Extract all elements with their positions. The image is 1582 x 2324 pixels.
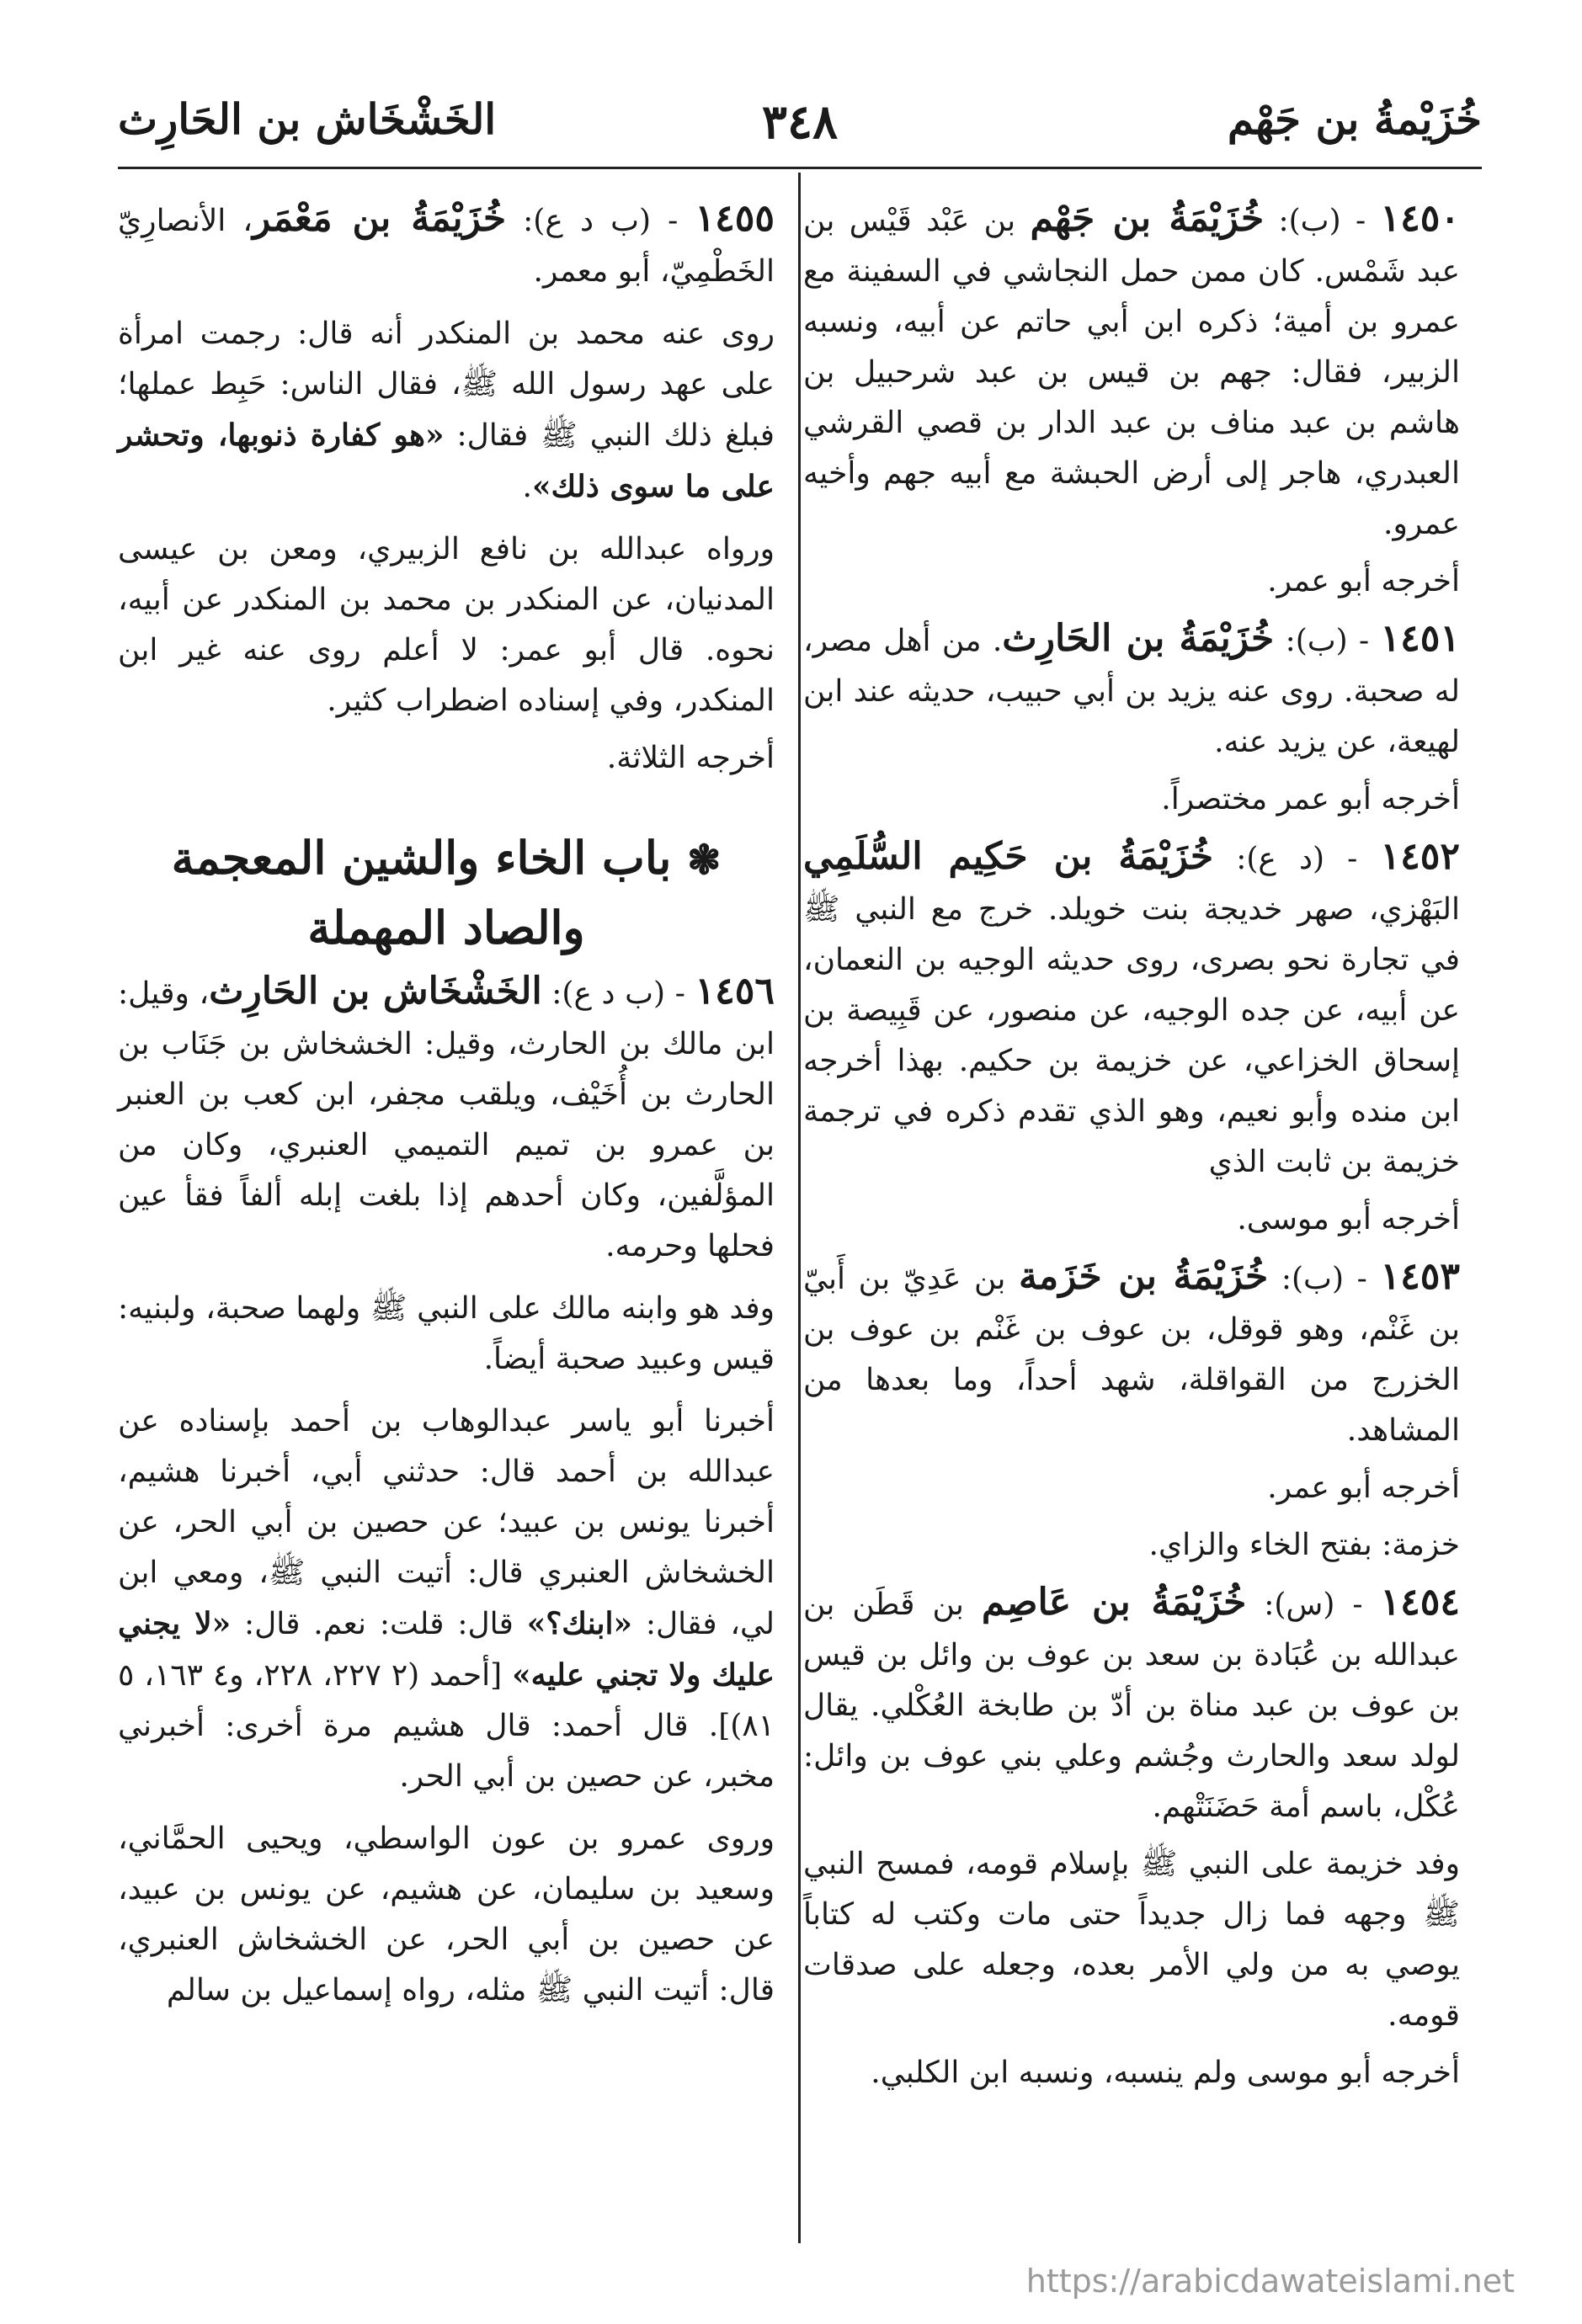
entry-name: خُزَيْمَةُ بن جَهْم: [1030, 197, 1265, 240]
entry-number: ١٤٥٦: [695, 970, 775, 1013]
header-divider: [118, 167, 1482, 169]
entry-1456: [118, 966, 775, 1272]
source-note: أخرجه أبو موسى ولم ينسبه، ونسبه ابن الكلبي.: [871, 2055, 1460, 2090]
page-header: [118, 94, 1482, 162]
entry-code: - (ب د ع):: [541, 976, 695, 1011]
entry-text: بن عَدِيّ بن أَبيّ بن غَنْم، وهو قوقل، بن عوف بن غَنْم بن عوف بن الخزرج من القواقلة، شهد أحداً، وما بعدها من المشاهد.: [803, 1262, 1460, 1448]
paragraph: وروى عمرو بن عون الواسطي، ويحيى الحمَّاني، وسعيد بن سليمان، عن هشيم، عن يونس بن عبيد، عن حصين بن أبي الحر، عن الخشخاش العنبري، قال: أتيت النبي ﷺ مثله، رواه إسماعيل بن سالم: [118, 1821, 775, 2008]
entry-name: خُزَيْمَةُ بن عَاصِم: [981, 1581, 1247, 1624]
source-note: أخرجه أبو موسى.: [1237, 1202, 1460, 1236]
entry-1453: [803, 1252, 1460, 1456]
entry-1454: [803, 1577, 1460, 1832]
entry-number: ١٤٥٠: [1380, 197, 1460, 240]
entry-code: - (د ع):: [1213, 842, 1381, 876]
text: [أحمد (٢ ٢٢٧، ٢٢٨، و٤ ١٦٣، ٥ ٨١)]. قال أحمد: قال هشيم مرة أخرى: أخبرني مخبر، عن حصين بن أبي الحر.: [118, 1658, 775, 1794]
page-number: ٣٤٨: [761, 94, 839, 150]
source-note: أخرجه أبو عمر مختصراً.: [1161, 782, 1460, 816]
entry-number: ١٤٥١: [1380, 617, 1460, 660]
paragraph: ورواه عبدالله بن نافع الزبيري، ومعن بن عيسى المدنيان، عن المنكدر بن محمد بن المنكدر عن أبيه، نحوه. قال أبو عمر: لا أعلم روى عنه غير ابن المنكدر، وفي إسناده اضطراب كثير.: [118, 532, 775, 718]
paragraph: [118, 309, 775, 513]
source-note: أخرجه أبو عمر.: [1267, 564, 1460, 598]
entry-number: ١٤٥٣: [1380, 1255, 1460, 1298]
source-note: أخرجه أبو عمر.: [1267, 1470, 1460, 1505]
entry-code: - (ب):: [1274, 624, 1381, 658]
text: روى عنه محمد بن المنكدر أنه قال: رجمت امرأة على عهد رسول الله ﷺ، فقال الناس: حَبِط عملها؛ فبلغ ذلك النبي ﷺ فقال:: [118, 316, 775, 453]
entry-number: ١٤٥٢: [1380, 835, 1460, 878]
column-divider: [798, 173, 801, 2243]
paragraph: وفد خزيمة على النبي ﷺ بإسلام قومه، فمسح النبي ﷺ وجهه فما زال جديداً حتى مات وكتب له كتاباً يوصي به من ولي الأمر بعده، وجعله على صدقات قومه.: [803, 1847, 1460, 2033]
entry-text: بن قَطَن بن عبدالله بن عُبَادة بن سعد بن عوف بن وائل بن قيس بن عوف بن عبد مناة بن أدّ بن طابخة العُكْلي. يقال لولد سعد والحارث وجُشم وعلي بني عوف بن وائل: عُكْل، باسم أمة حَضَنَتْهم.: [803, 1587, 1460, 1824]
section-heading: [118, 824, 775, 961]
entry-name: خُزَيْمَةُ بن خَزَمة: [1019, 1255, 1269, 1298]
entry-number: ١٤٥٥: [695, 197, 775, 240]
entry-name: الخَشْخَاش بن الحَارِث: [209, 970, 542, 1013]
entry-text: . من أهل مصر، له صحبة. روى عنه يزيد بن أبي حبيب، حديثه عند ابن لهيعة، عن يزيد عنه.: [803, 624, 1460, 759]
entry-code: - (ب د ع):: [506, 204, 695, 238]
entry-name: خُزَيْمَةُ بن حَكِيم السُّلَمِي: [803, 835, 1214, 878]
entry-1452: [803, 832, 1460, 1188]
entry-1451: [803, 614, 1460, 768]
website-watermark: https://arabicdawateislami.net: [1025, 2263, 1515, 2300]
entry-1450: [803, 194, 1460, 550]
section-title-line-1: باب الخاء والشين المعجمة: [171, 831, 672, 885]
entry-code: - (ب):: [1268, 1262, 1381, 1296]
running-title-left: الخَشْخَاش بن الحَارِث: [118, 94, 497, 144]
entry-1455: [118, 194, 775, 297]
right-column: [803, 194, 1460, 2105]
text: .: [522, 470, 532, 504]
paragraph: وفد هو وابنه مالك على النبي ﷺ ولهما صحبة، ولبنيه: قيس وعبيد صحبة أيضاً.: [118, 1291, 775, 1376]
hadith-quote: «لا يجني عليك ولا تجني عليه»: [118, 1606, 775, 1693]
entry-text: بن عَبْد قَيْس بن عبد شَمْس. كان ممن حمل النجاشي في السفينة مع عمرو بن أمية؛ ذكره ابن أبي حاتم عن أبيه، ونسبه الزبير، فقال: جهم بن قيس بن عبد شرحبيل بن هاشم بن عبد مناف بن عبد الدار بن قصي القرشي العبدري، هاجر إلى أرض الحبشة مع أبيه جهم وأخيه عمرو.: [803, 204, 1460, 541]
left-column: [118, 194, 775, 2023]
entry-text: ، الأنصارِيّ الخَطْمِيّ، أبو معمر.: [118, 204, 775, 289]
entry-code: - (س):: [1246, 1587, 1381, 1622]
entry-text: البَهْزي، صهر خديجة بنت خويلد. خرج مع النبي ﷺ في تجارة نحو بصرى، روى حديثه الوجيه بن النعمان، عن أبيه، عن جده الوجيه، عن منصور، عن قَبِيصة بن إسحاق الخزاعي، عن خزيمة بن حكيم. بهذا أخرجه ابن منده وأبو نعيم، وهو الذي تقدم ذكره في ترجمة خزيمة بن ثابت الذي: [803, 892, 1460, 1179]
text: قال: قلت: نعم. قال:: [231, 1607, 527, 1641]
section-title-line-2: والصاد المهملة: [307, 901, 585, 955]
source-note: أخرجه الثلاثة.: [606, 741, 775, 775]
hadith-quote: «ابنك؟»: [526, 1606, 633, 1641]
entry-code: - (ب):: [1264, 204, 1381, 238]
running-title-right: خُزَيْمةُ بن جَهْم: [1227, 94, 1482, 144]
spelling-note: خزمة: بفتح الخاء والزاي.: [1148, 1528, 1460, 1562]
entry-text: ، وقيل: ابن مالك بن الحارث، وقيل: الخشخاش بن جَنَاب بن الحارث بن أُخَيْف، ويلقب مجفر، ابن كعب بن العنبر بن عمرو بن تميم التميمي العنبري، وكان من المؤلَّفين، وكان أحدهم إذا بلغت إبله ألفاً فقأ عين فحلها وحرمه.: [118, 976, 775, 1263]
entry-name: خُزَيْمَةُ بن الحَارِث: [1002, 617, 1275, 660]
paragraph: [118, 1396, 775, 1802]
entry-number: ١٤٥٤: [1380, 1581, 1460, 1624]
hadith-quote: «هو كفارة ذنوبها، وتحشر على ما سوى ذلك»: [118, 417, 775, 504]
entry-name: خُزَيْمَةُ بن مَعْمَر: [253, 197, 507, 240]
flower-ornament-icon: ❃: [687, 837, 722, 884]
text: أخبرنا أبو ياسر عبدالوهاب بن أحمد بإسناده عن عبدالله بن أحمد قال: حدثني أبي، أخبرنا هشيم، أخبرنا يونس بن عبيد؛ عن حصين بن أبي الحر، عن الخشخاش العنبري قال: أتيت النبي ﷺ، ومعي ابن لي، فقال:: [118, 1404, 775, 1641]
